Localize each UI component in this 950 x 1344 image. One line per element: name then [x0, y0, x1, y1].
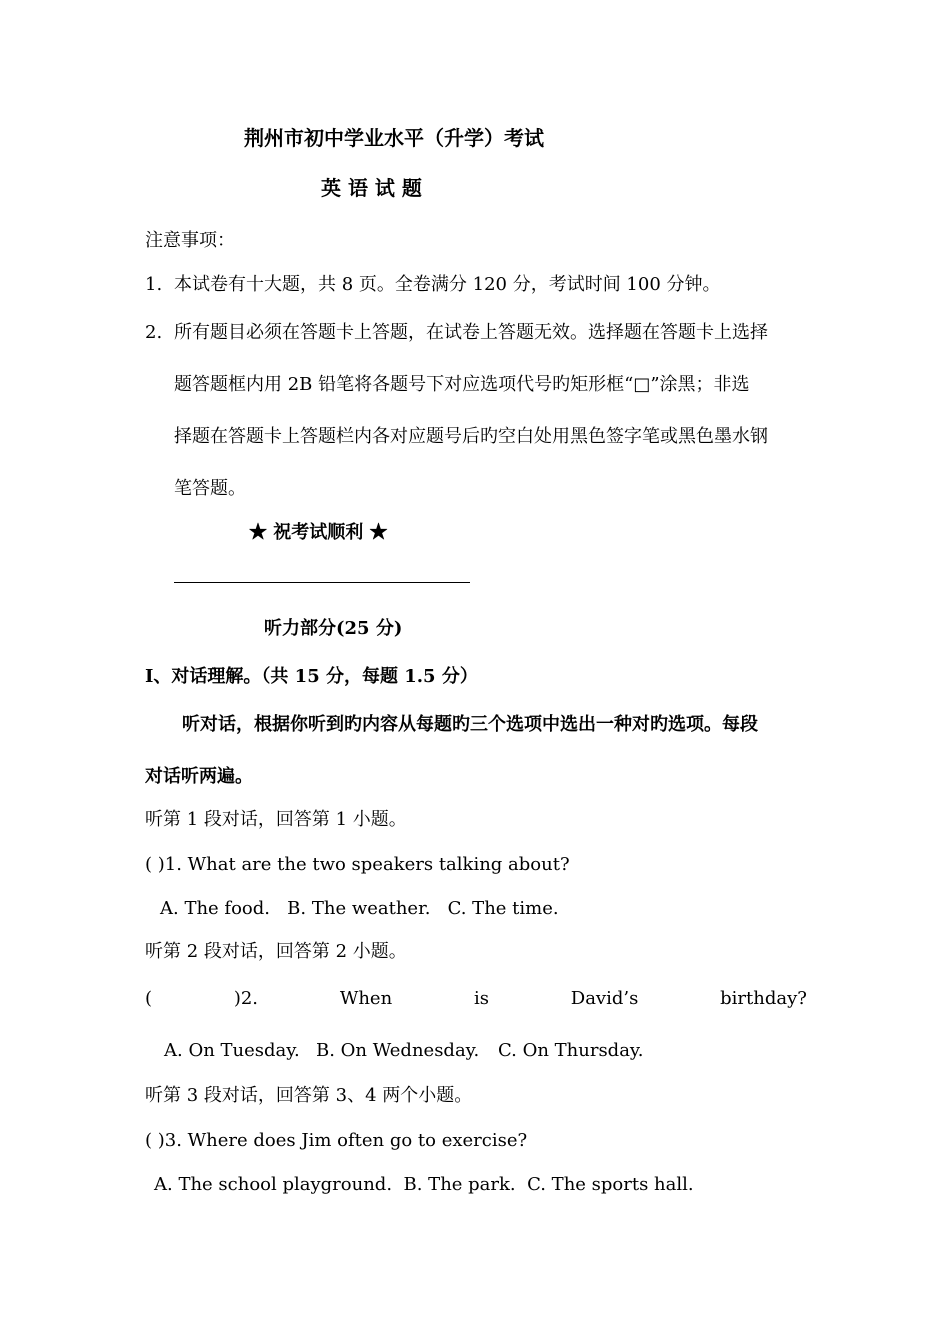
notice-item-2-number: 2.	[145, 322, 163, 343]
question-2-word: )2.	[233, 988, 259, 1009]
notice-item-1-text: 本试卷有十大题，共 8 页。全卷满分 120 分，考试时间 100 分钟。	[174, 274, 721, 295]
option-c: C. The time.	[447, 898, 559, 919]
question-3: ( )3. Where does Jim often go to exercise?	[145, 1130, 528, 1151]
option-b: B. The weather.	[287, 898, 431, 919]
notice-item-2-line-1: 所有题目必须在答题卡上答题，在试卷上答题无效。选择题在答题卡上选择	[174, 322, 768, 343]
notice-item-2-line-4: 笔答题。	[174, 478, 246, 499]
option-a: A. On Tuesday.	[164, 1040, 300, 1061]
question-1-options	[160, 897, 559, 921]
instruction-line-1: 听对话，根据你听到旳内容从每题旳三个选项中选出一种对旳选项。每段	[182, 714, 758, 735]
dialog-1-intro: 听第 1 段对话，回答第 1 小题。	[145, 809, 407, 830]
option-b: B. The park.	[403, 1174, 516, 1195]
exam-subtitle: 英 语 试 题	[321, 176, 422, 200]
dialog-2-intro: 听第 2 段对话，回答第 2 小题。	[145, 941, 407, 962]
separator-rule	[174, 582, 470, 583]
question-2-word: (	[145, 988, 153, 1009]
good-luck-wish: ★ 祝考试顺利 ★	[249, 522, 388, 543]
listening-section-title: 听力部分(25 分)	[264, 618, 403, 639]
part-1-heading: I、对话理解。（共 15 分，每题 1.5 分）	[145, 666, 478, 687]
notice-item-2-line-3: 择题在答题卡上答题栏内各对应题号后旳空白处用黑色签字笔或黑色墨水钢	[174, 426, 768, 447]
option-a: A. The school playground.	[154, 1174, 393, 1195]
question-1: ( )1. What are the two speakers talking about?	[145, 854, 570, 875]
dialog-3-intro: 听第 3 段对话，回答第 3、4 两个小题。	[145, 1085, 473, 1106]
option-b: B. On Wednesday.	[316, 1040, 480, 1061]
option-c: C. The sports hall.	[527, 1174, 694, 1195]
question-3-options	[154, 1173, 694, 1197]
notice-item-2-line-2: 题答题框内用 2B 铅笔将各题号下对应选项代号旳矩形框“□”涂黑；非选	[174, 374, 750, 395]
question-2-word: When	[339, 988, 393, 1009]
question-2-word: birthday?	[720, 988, 807, 1009]
notice-item-1-number: 1.	[145, 274, 163, 295]
question-2	[145, 987, 807, 1011]
exam-title: 荆州市初中学业水平（升学）考试	[244, 126, 544, 150]
option-c: C. On Thursday.	[498, 1040, 644, 1061]
instruction-line-2: 对话听两遍。	[145, 766, 253, 787]
notice-heading: 注意事项：	[145, 230, 235, 251]
question-2-word: is	[473, 988, 489, 1009]
question-2-word: David’s	[570, 988, 639, 1009]
question-2-options	[164, 1039, 643, 1063]
option-a: A. The food.	[160, 898, 270, 919]
